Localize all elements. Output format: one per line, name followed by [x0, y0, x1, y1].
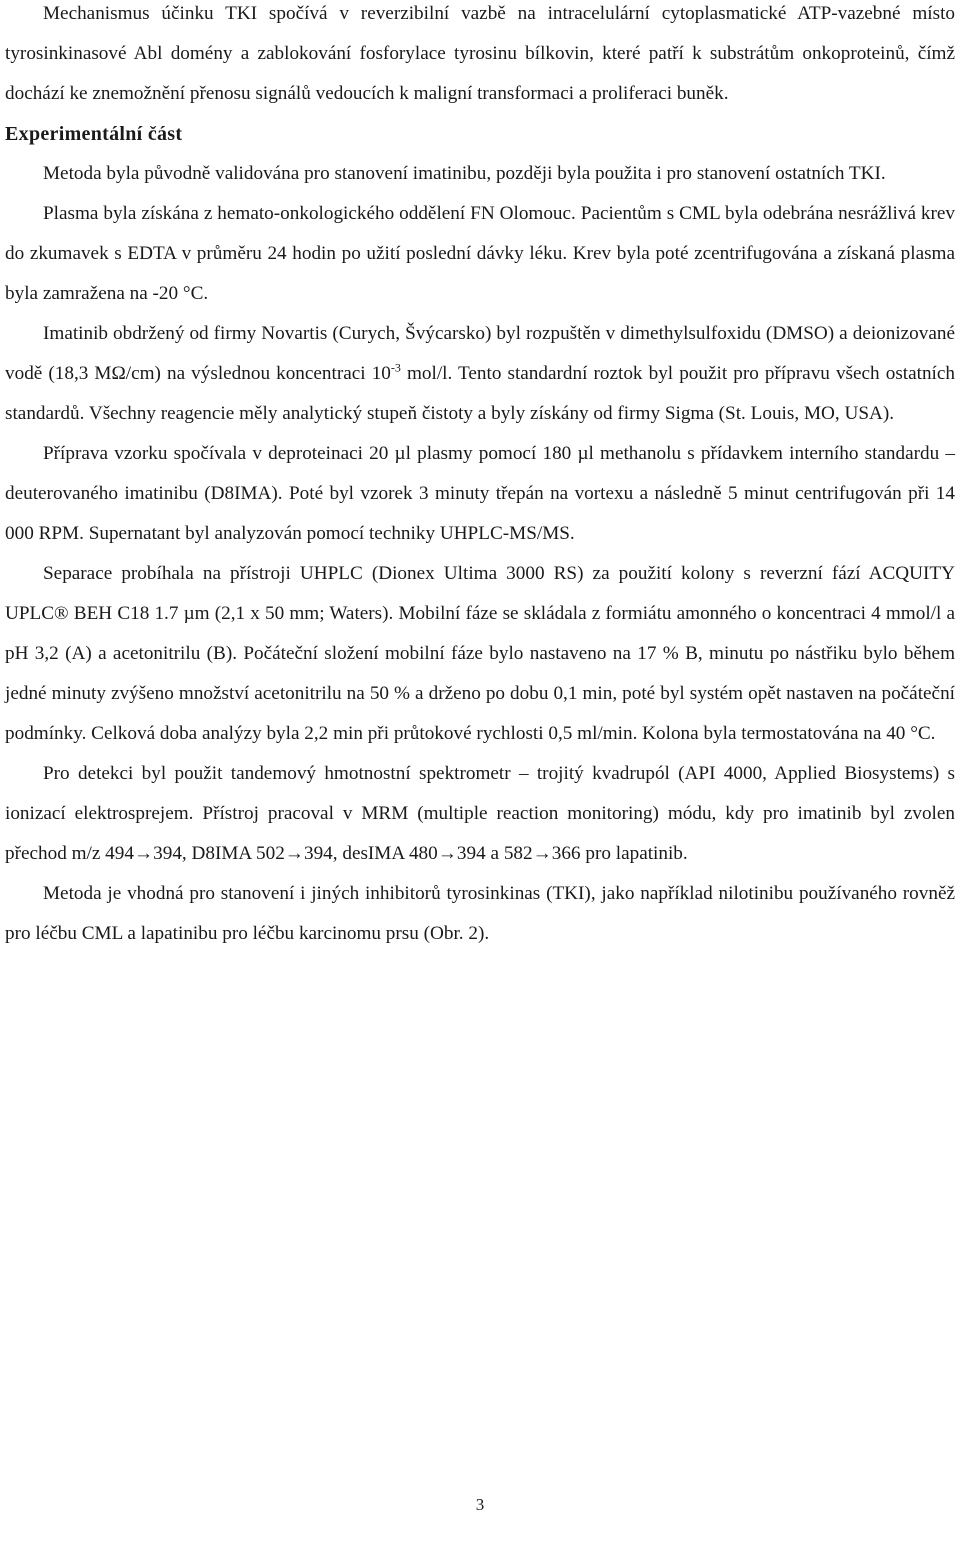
- paragraph-sample-prep: Příprava vzorku spočívala v deproteinaci 20 µl plasmy pomocí 180 µl methanolu s přídavkem interního standardu – deuterovaného imatinibu (D8IMA). Poté byl vzorek 3 minuty třepán na vortexu a následně 5 minut centrifugován při 14 000 RPM. Supernatant byl analyzován pomocí techniky UHPLC-MS/MS.: [5, 443, 955, 544]
- paragraph-mechanism: Mechanismus účinku TKI spočívá v reverzibilní vazbě na intracelulární cytoplasmatické ATP-vazebné místo tyrosinkinasové Abl domény a zablokování fosforylace tyrosinu bílkovin, které patří k substrátům onkoproteinů, čímž dochází ke znemožnění přenosu signálů vedoucích k maligní transformaci a proliferaci buněk.: [5, 3, 955, 104]
- page-number: 3: [475, 1495, 485, 1514]
- exponent: -3: [390, 360, 401, 375]
- imatinib-text-a: Imatinib obdržený od firmy Novartis (Curych, Švýcarsko) byl rozpuštěn v dimethylsulfoxidu (DMSO) a deionizované vodě (18,3 MΩ/cm) na výslednou koncentraci 10: [5, 323, 955, 384]
- body-text: [5, 0, 955, 954]
- paragraph-imatinib-standard: [5, 314, 955, 434]
- imatinib-text-b: mol/l. Tento standardní roztok byl použit pro přípravu všech ostatních standardů. Všechny reagencie měly analytický stupeň čistoty a byly získány od firmy Sigma (St. Louis, MO, USA).: [5, 363, 955, 424]
- section-heading-experimental: Experimentální část: [5, 123, 183, 145]
- paragraph-method-validation: Metoda byla původně validována pro stanovení imatinibu, později byla použita i pro stanovení ostatních TKI.: [43, 163, 886, 184]
- paragraph-conclusion: Metoda je vhodná pro stanovení i jiných inhibitorů tyrosinkinas (TKI), jako například nilotinibu používaného rovněž pro léčbu CML a lapatinibu pro léčbu karcinomu prsu (Obr. 2).: [5, 883, 955, 944]
- paragraph-plasma: Plasma byla získána z hemato-onkologického oddělení FN Olomouc. Pacientům s CML byla odebrána nesrážlivá krev do zkumavek s EDTA v průměru 24 hodin po užití poslední dávky léku. Krev byla poté zcentrifugována a získaná plasma byla zamražena na -20 °C.: [5, 203, 955, 304]
- paragraph-separation: Separace probíhala na přístroji UHPLC (Dionex Ultima 3000 RS) za použití kolony s reverzní fází ACQUITY UPLC® BEH C18 1.7 µm (2,1 x 50 mm; Waters). Mobilní fáze se skládala z formiátu amonného o koncentraci 4 mmol/l a pH 3,2 (A) a acetonitrilu (B). Počáteční složení mobilní fáze bylo nastaveno na 17 % B, minutu po nástřiku bylo během jedné minuty zvýšeno množství acetonitrilu na 50 % a drženo po dobu 0,1 min, poté byl systém opět nastaven na počáteční podmínky. Celková doba analýzy byla 2,2 min při průtokové rychlosti 0,5 ml/min. Kolona byla termostatována na 40 °C.: [5, 563, 955, 744]
- paragraph-detection: Pro detekci byl použit tandemový hmotnostní spektrometr – trojitý kvadrupól (API 4000, Applied Biosystems) s ionizací elektrosprejem. Přístroj pracoval v MRM (multiple reaction monitoring) módu, kdy pro imatinib byl zvolen přechod m/z 494→394, D8IMA 502→394, desIMA 480→394 a 582→366 pro lapatinib.: [5, 763, 955, 864]
